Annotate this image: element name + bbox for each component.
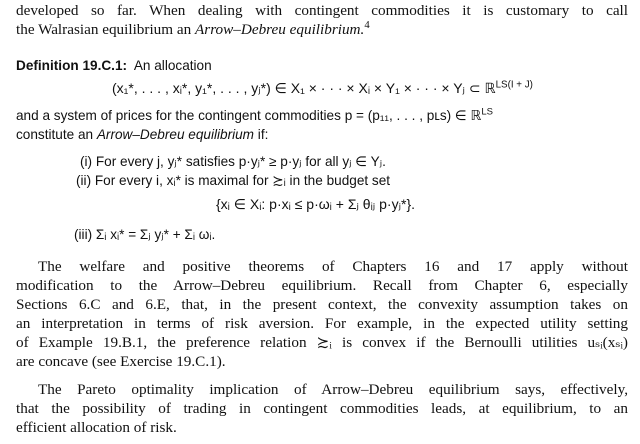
paragraph-2-line-3: efficient allocation of risk. [16,419,177,436]
condition-iii: (iii) Σᵢ xᵢ* = Σⱼ yⱼ* + Σᵢ ωᵢ. [74,227,216,242]
constitute-text: constitute an [16,127,97,142]
allocation-exponent: LS(I + J) [495,79,533,91]
condition-ii: (ii) For every i, xᵢ* is maximal for ≿ᵢ in the budget set [76,173,391,188]
paragraph-1-line-3: Sections 6.C and 6.E, that, in the present context, the convexity assumption takes on [16,296,628,313]
prices-text: and a system of prices for the contingent commodities [16,108,345,123]
prices-exponent: LS [481,106,493,118]
paragraph-1-line-5: of Example 19.B.1, the preference relation ≿ᵢ is convex if the Bernoulli utilities uₛᵢ(xₛᵢ) [16,334,628,351]
definition-lead: An allocation [133,58,212,73]
definition-label: Definition 19.C.1: [16,58,128,73]
footnote-marker: 4 [364,19,370,31]
allocation-formula [112,80,533,97]
paragraph-1-line-2: modification to the Arrow–Debreu equilibrium. Recall from Chapter 6, especially [16,277,628,294]
arrow-debreu-definition-term: Arrow–Debreu equilibrium [96,127,255,142]
constitute-line [16,126,268,143]
paragraph-1-line-6: are concave (see Exercise 19.C.1). [16,353,226,370]
arrow-debreu-term: Arrow–Debreu equilibrium. [195,21,365,38]
condition-i: (i) For every j, yⱼ* satisfies p·yⱼ* ≥ p·yⱼ for all yⱼ ∈ Yⱼ. [80,154,386,169]
paragraph-1-line-1: The welfare and positive theorems of Chapters 16 and 17 apply without [38,258,628,275]
paragraph-1-line-4: an interpretation in terms of risk aversion. For example, in the expected utility setting [16,315,628,332]
constitute-suffix: if: [254,127,269,142]
budget-set-formula: {xᵢ ∈ Xᵢ: p·xᵢ ≤ p·ωᵢ + Σⱼ θᵢⱼ p·yⱼ*}. [216,196,416,212]
definition-heading-line [16,57,212,74]
intro-line-2-text: the Walrasian equilibrium an [16,21,196,38]
paragraph-2-line-1: The Pareto optimality implication of Arrow–Debreu equilibrium says, effectively, [38,381,628,398]
intro-line-1: developed so far. When dealing with contingent commodities it is customary to call [16,2,628,19]
intro-line-2 [16,21,370,39]
prices-formula: p = (p₁₁, . . . , pʟs) ∈ ℝ [344,108,482,123]
prices-line [16,107,493,124]
allocation-formula-text: (x₁*, . . . , xᵢ*, y₁*, . . . , yⱼ*) ∈ X₁ × · · · × Xᵢ × Y₁ × · · · × Yⱼ ⊂ ℝ [112,80,496,96]
paragraph-2-line-2: that the possibility of trading in contingent commodities leads, at equilibrium, to an [16,400,628,417]
